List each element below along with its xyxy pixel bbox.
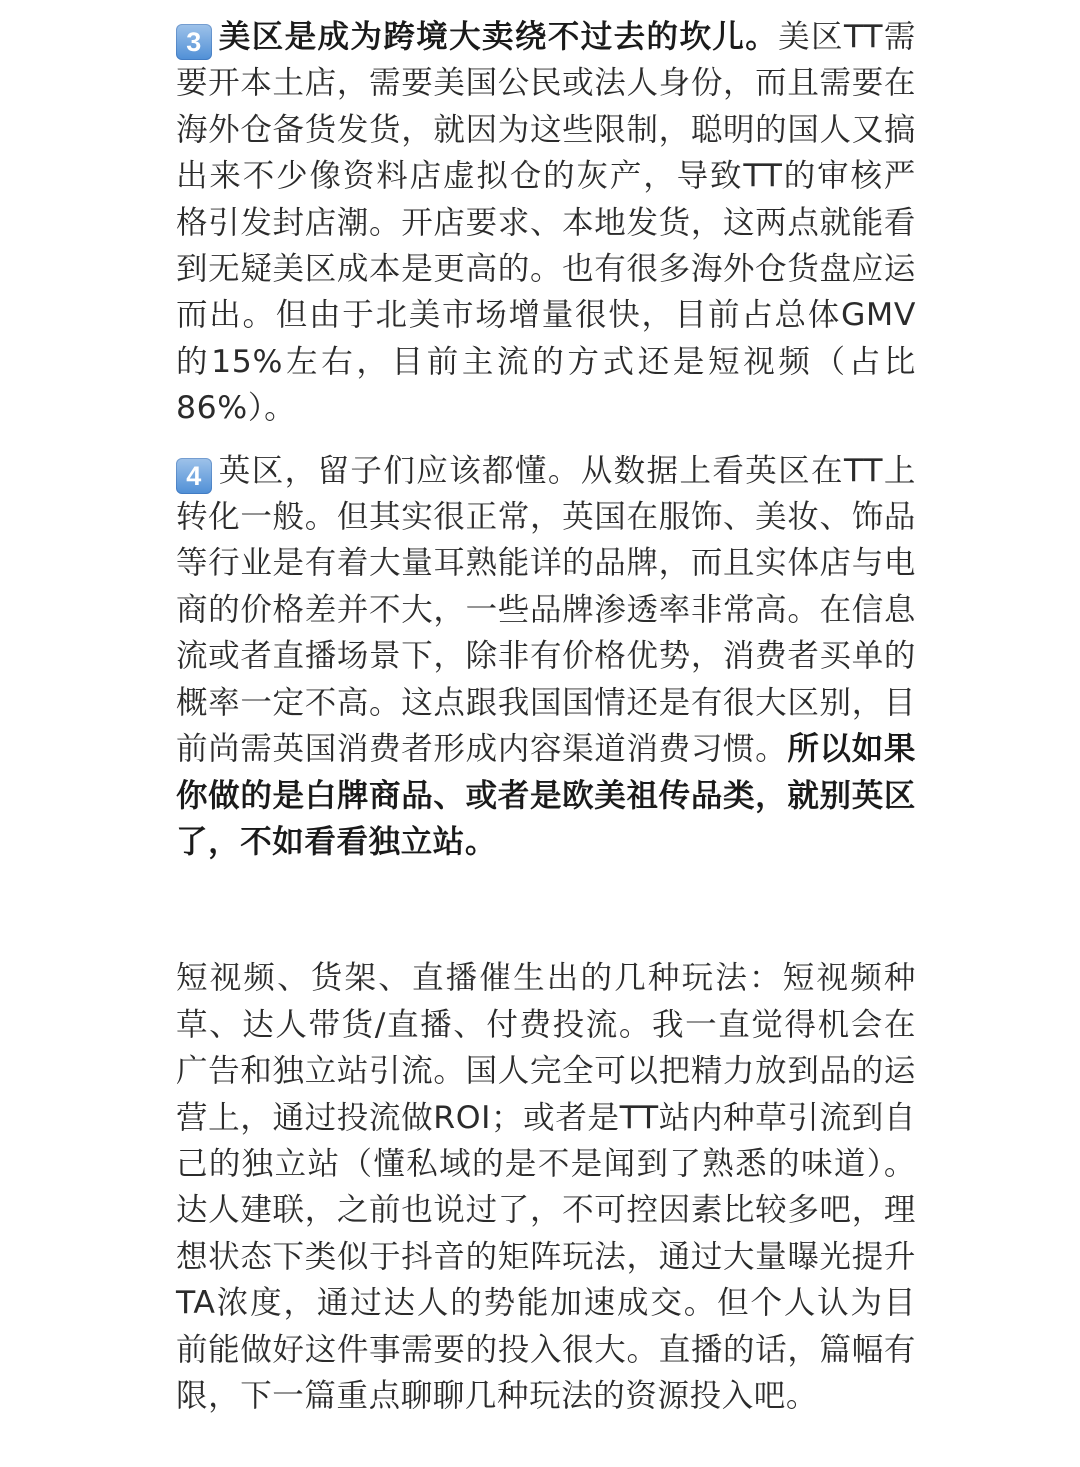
keycap-3-icon: 3 [176, 24, 212, 60]
section-4-conclusion: 所以如果你做的是白牌商品、或者是欧美祖传品类，就别英区了，不如看看独立站。 [176, 731, 916, 860]
summary-paragraph [176, 955, 916, 1419]
section-4-paragraph [176, 448, 916, 866]
section-4-body: 英区，留子们应该都懂。从数据上看英区在TT上转化一般。但其实很正常，英国在服饰、美妆、饰品等行业是有着大量耳熟能详的品牌，而且实体店与电商的价格差并不大，一些品牌渗透率非常高。在信息流或者直播场景下，除非有价格优势，消费者买单的概率一定不高。这点跟我国国情还是有很大区别，目前尚需英国消费者形成内容渠道消费习惯。 [176, 452, 916, 768]
keycap-4-icon: 4 [176, 458, 212, 494]
summary-body: 短视频、货架、直播催生出的几种玩法：短视频种草、达人带货/直播、付费投流。我一直觉得机会在广告和独立站引流。国人完全可以把精力放到品的运营上，通过投流做ROI；或者是TT站内种草引流到自己的独立站（懂私域的是不是闻到了熟悉的味道）。达人建联，之前也说过了，不可控因素比较多吧，理想状态下类似于抖音的矩阵玩法，通过大量曝光提升TA浓度，通过达人的势能加速成交。但个人认为目前能做好这件事需要的投入很大。直播的话，篇幅有限，下一篇重点聊聊几种玩法的资源投入吧。 [176, 960, 916, 1414]
section-3-body: 美区TT需要开本土店，需要美国公民或法人身份，而且需要在海外仓备货发货，就因为这些限制，聪明的国人又搞出来不少像资料店虚拟仓的灰产，导致TT的审核严格引发封店潮。开店要求、本地发货，这两点就能看到无疑美区成本是更高的。也有很多海外仓货盘应运而出。但由于北美市场增量很快，目前占总体GMV的15%左右，目前主流的方式还是短视频（占比86%）。 [176, 19, 916, 427]
section-3-lead: 美区是成为跨境大卖绕不过去的坎儿。 [218, 19, 779, 55]
article [176, 14, 916, 1419]
section-3-paragraph [176, 14, 916, 432]
